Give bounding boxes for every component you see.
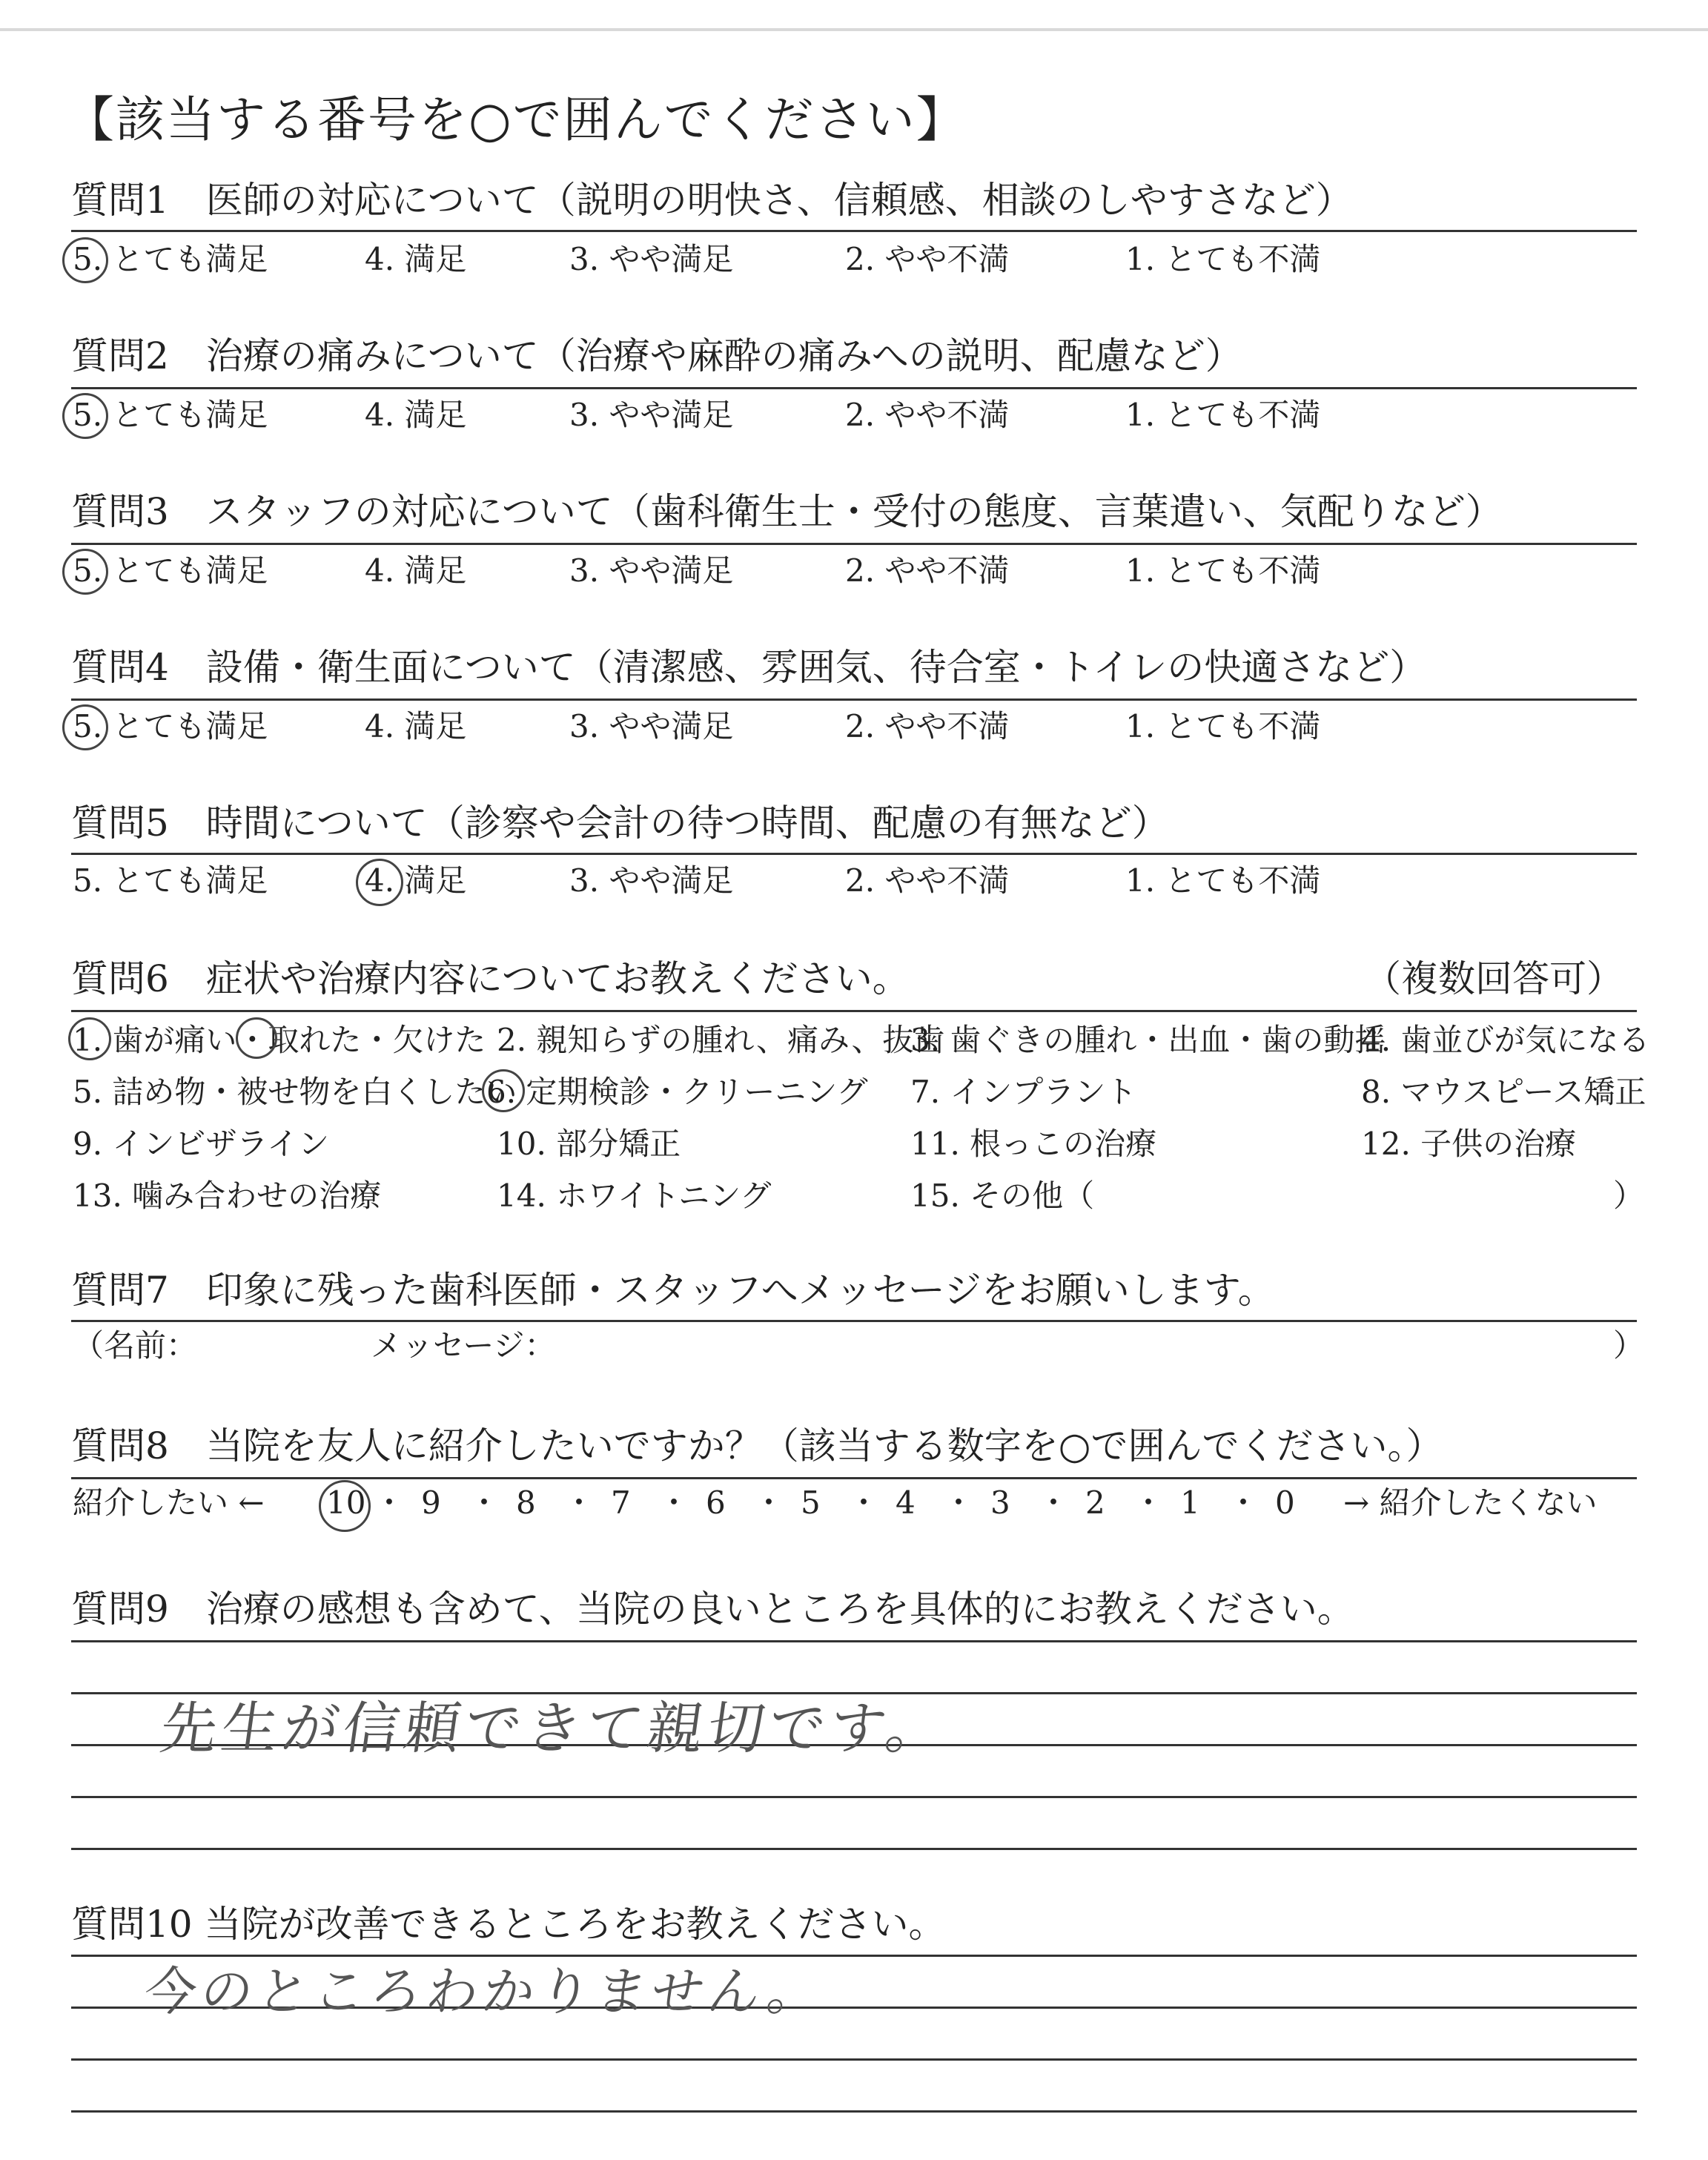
q6-item-7[interactable]: 7. インプラント: [910, 1074, 1137, 1110]
q6-item-1-torekata-circle: [236, 1017, 277, 1059]
q1-selected-circle: [62, 237, 108, 283]
q8-scale-2[interactable]: 2: [1085, 1484, 1105, 1521]
q8-scale-1[interactable]: 1: [1180, 1484, 1200, 1521]
q7-name-label: （名前：: [73, 1327, 198, 1364]
q5-divider: [71, 853, 1637, 855]
q6-item-4[interactable]: 4. 歯並びが気になる: [1361, 1022, 1650, 1058]
q2-option-5[interactable]: 5. とても満足: [73, 397, 268, 433]
q6-item-1[interactable]: 1. 歯が痛い・取れた・欠けた: [73, 1022, 486, 1058]
q5-title: 質問5 時間について（診察や会計の待つ時間、配慮の有無など）: [71, 802, 1169, 845]
q4-divider: [71, 698, 1637, 701]
q3-selected-circle: [62, 549, 108, 595]
q4-option-3[interactable]: 3. やや満足: [569, 708, 734, 744]
q6-item-2[interactable]: 2. 親知らずの腫れ、痛み、抜歯: [497, 1022, 945, 1058]
q1-title: 質問1 医師の対応について（説明の明快さ、信頼感、相談のしやすさなど）: [71, 179, 1353, 222]
q3-title: 質問3 スタッフの対応について（歯科衛生士・受付の態度、言葉遣い、気配りなど）: [71, 490, 1503, 533]
q1-option-4[interactable]: 4. 満足: [365, 241, 467, 277]
q5-option-5[interactable]: 5. とても満足: [73, 862, 268, 899]
q8-title: 質問8 当院を友人に紹介したいですか？（該当する数字を○で囲んでください。）: [71, 1424, 1443, 1467]
q8-scale-separator: ・: [1228, 1484, 1260, 1521]
q8-selected-circle: [319, 1480, 371, 1532]
q2-option-3[interactable]: 3. やや満足: [569, 397, 734, 433]
q8-scale-7[interactable]: 7: [611, 1484, 631, 1521]
q6-item-12[interactable]: 12. 子供の治療: [1361, 1126, 1577, 1162]
q1-option-2[interactable]: 2. やや不満: [845, 241, 1010, 277]
q8-scale-10[interactable]: 10: [326, 1484, 366, 1521]
q8-scale-9[interactable]: 9: [421, 1484, 441, 1521]
q2-option-4[interactable]: 4. 満足: [365, 397, 467, 433]
q8-scale-4[interactable]: 4: [896, 1484, 916, 1521]
q8-scale-separator: ・: [1133, 1484, 1165, 1521]
q6-item-8[interactable]: 8. マウスピース矯正: [1361, 1074, 1646, 1110]
q8-scale-0[interactable]: 0: [1275, 1484, 1295, 1521]
q6-item-9[interactable]: 9. インビザライン: [73, 1126, 330, 1162]
q3-option-3[interactable]: 3. やや満足: [569, 552, 734, 589]
q8-scale-3[interactable]: 3: [990, 1484, 1010, 1521]
q9-line-4: [71, 1796, 1637, 1798]
q2-selected-circle: [62, 393, 108, 439]
q2-title: 質問2 治療の痛みについて（治療や麻酔の痛みへの説明、配慮など）: [71, 334, 1242, 377]
q6-item-10[interactable]: 10. 部分矯正: [497, 1126, 681, 1162]
q8-scale-separator: ・: [658, 1484, 690, 1521]
q10-handwritten-answer: 今のところわかりません。: [140, 1961, 829, 2022]
q1-option-3[interactable]: 3. やや満足: [569, 241, 734, 277]
q4-option-4[interactable]: 4. 満足: [365, 708, 467, 744]
q1-divider: [71, 230, 1637, 232]
q3-divider: [71, 543, 1637, 545]
q6-item-15-close: ）: [1613, 1178, 1645, 1214]
q7-close-paren: ）: [1613, 1327, 1645, 1364]
q8-scale-separator: ・: [848, 1484, 880, 1521]
q5-option-3[interactable]: 3. やや満足: [569, 862, 734, 899]
q10-line-4: [71, 2110, 1637, 2113]
q8-scale-8[interactable]: 8: [516, 1484, 536, 1521]
q7-divider: [71, 1320, 1637, 1322]
q8-scale-separator: ・: [469, 1484, 500, 1521]
q6-selected-circle-1: [68, 1017, 111, 1060]
q5-option-4[interactable]: 4. 満足: [365, 862, 467, 899]
q6-selected-circle-6: [482, 1069, 525, 1112]
q8-divider: [71, 1477, 1637, 1479]
q8-right-label: → 紹介したくない: [1343, 1484, 1598, 1521]
q8-scale-separator: ・: [1038, 1484, 1070, 1521]
q5-option-2[interactable]: 2. やや不満: [845, 862, 1010, 899]
q8-left-label: 紹介したい ←: [73, 1484, 265, 1521]
q6-multiple-note: （複数回答可）: [1364, 957, 1623, 1000]
q6-divider: [71, 1010, 1637, 1012]
q4-selected-circle: [62, 704, 108, 750]
q9-handwritten-answer: 先生が信頼できて親切です。: [156, 1695, 952, 1761]
q3-option-2[interactable]: 2. やや不満: [845, 552, 1010, 589]
q10-title: 質問10 当院が改善できるところをお教えください。: [71, 1903, 946, 1946]
q6-title: 質問6 症状や治療内容についてお教えください。: [71, 957, 910, 1000]
q8-scale-separator: ・: [374, 1484, 406, 1521]
q6-item-11[interactable]: 11. 根っこの治療: [910, 1126, 1157, 1162]
q7-message-label: メッセージ：: [371, 1327, 556, 1364]
q3-option-5[interactable]: 5. とても満足: [73, 552, 268, 589]
q4-option-5[interactable]: 5. とても満足: [73, 708, 268, 744]
q10-line-3: [71, 2058, 1637, 2061]
q6-item-13[interactable]: 13. 噛み合わせの治療: [73, 1178, 382, 1214]
q6-item-14[interactable]: 14. ホワイトニング: [497, 1178, 772, 1214]
q8-scale-5[interactable]: 5: [801, 1484, 821, 1521]
q6-item-15[interactable]: 15. その他（: [910, 1178, 1095, 1214]
q7-title: 質問7 印象に残った歯科医師・スタッフへメッセージをお願いします。: [71, 1269, 1275, 1312]
q4-option-1[interactable]: 1. とても不満: [1125, 708, 1321, 744]
q2-option-1[interactable]: 1. とても不満: [1125, 397, 1321, 433]
q8-scale-separator: ・: [563, 1484, 595, 1521]
q3-option-4[interactable]: 4. 満足: [365, 552, 467, 589]
q1-option-5[interactable]: 5. とても満足: [73, 241, 268, 277]
q9-title: 質問9 治療の感想も含めて、当院の良いところを具体的にお教えください。: [71, 1588, 1354, 1631]
q9-line-1: [71, 1640, 1637, 1642]
q3-option-1[interactable]: 1. とても不満: [1125, 552, 1321, 589]
top-edge-line: [0, 28, 1708, 31]
q6-item-3[interactable]: 3. 歯ぐきの腫れ・出血・歯の動揺: [910, 1022, 1386, 1058]
q6-item-6[interactable]: 6. 定期検診・クリーニング: [486, 1074, 868, 1110]
q6-item-5[interactable]: 5. 詰め物・被せ物を白くしたい: [73, 1074, 517, 1110]
q2-divider: [71, 387, 1637, 389]
q4-title: 質問4 設備・衛生面について（清潔感、雰囲気、待合室・トイレの快適さなど）: [71, 646, 1427, 689]
q8-scale-separator: ・: [753, 1484, 785, 1521]
q8-scale-6[interactable]: 6: [706, 1484, 726, 1521]
q9-line-5: [71, 1848, 1637, 1850]
q5-option-1[interactable]: 1. とても不満: [1125, 862, 1321, 899]
q8-scale-separator: ・: [943, 1484, 975, 1521]
q4-option-2[interactable]: 2. やや不満: [845, 708, 1010, 744]
q2-option-2[interactable]: 2. やや不満: [845, 397, 1010, 433]
instruction-header: 【該当する番号を○で囲んでください】: [65, 91, 967, 148]
q1-option-1[interactable]: 1. とても不満: [1125, 241, 1321, 277]
q5-selected-circle: [356, 859, 403, 906]
